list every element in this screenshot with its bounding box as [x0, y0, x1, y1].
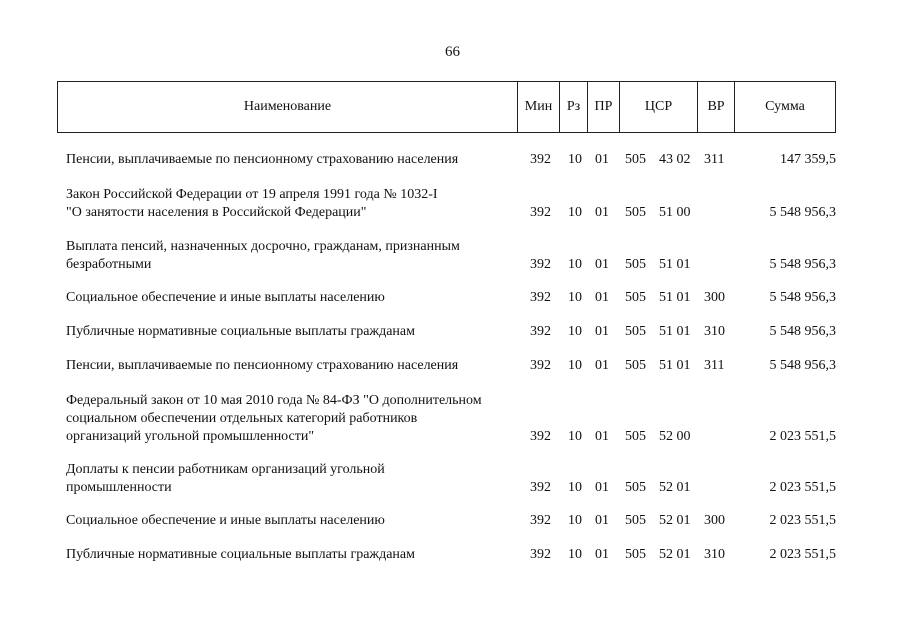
- row-pr: 01: [595, 429, 609, 444]
- row-rz: 10: [568, 547, 582, 562]
- row-csr-item: 52 01: [659, 547, 691, 562]
- row-name: Пенсии, выплачиваемые по пенсионному страхованию населения: [66, 152, 459, 167]
- row-sum: 5 548 956,3: [769, 324, 836, 339]
- row-csr-program: 505: [625, 290, 646, 305]
- row-pr: 01: [595, 513, 609, 528]
- row-csr-item: 51 01: [659, 358, 691, 373]
- row-pr: 01: [595, 324, 609, 339]
- row-csr-item: 51 01: [659, 290, 691, 305]
- row-name: Публичные нормативные социальные выплаты гражданам: [66, 547, 415, 562]
- row-csr-item: 43 02: [659, 152, 691, 167]
- row-name: Федеральный закон от 10 мая 2010 года № 84-ФЗ "О дополнительном социальном обеспечении отдельных категорий работников организаций угольной промышленности": [66, 393, 482, 444]
- row-min: 392: [530, 257, 551, 272]
- row-rz: 10: [568, 290, 582, 305]
- row-csr-item: 51 01: [659, 257, 691, 272]
- row-pr: 01: [595, 257, 609, 272]
- row-name: Пенсии, выплачиваемые по пенсионному страхованию населения: [66, 358, 459, 373]
- row-pr: 01: [595, 290, 609, 305]
- row-min: 392: [530, 547, 551, 562]
- row-csr-program: 505: [625, 547, 646, 562]
- row-rz: 10: [568, 358, 582, 373]
- header-csr: ЦСР: [619, 82, 697, 132]
- row-pr: 01: [595, 152, 609, 167]
- row-rz: 10: [568, 205, 582, 220]
- row-min: 392: [530, 513, 551, 528]
- row-rz: 10: [568, 513, 582, 528]
- row-sum: 5 548 956,3: [769, 205, 836, 220]
- row-sum: 5 548 956,3: [769, 290, 836, 305]
- row-min: 392: [530, 429, 551, 444]
- row-min: 392: [530, 152, 551, 167]
- row-min: 392: [530, 358, 551, 373]
- row-csr-item: 51 01: [659, 324, 691, 339]
- row-csr-item: 52 00: [659, 429, 691, 444]
- row-rz: 10: [568, 429, 582, 444]
- row-sum: 5 548 956,3: [769, 358, 836, 373]
- row-min: 392: [530, 205, 551, 220]
- header-min: Мин: [517, 82, 559, 132]
- row-vr: 300: [704, 290, 725, 305]
- row-csr-program: 505: [625, 324, 646, 339]
- row-name: Социальное обеспечение и иные выплаты населению: [66, 513, 385, 528]
- row-sum: 147 359,5: [780, 152, 836, 167]
- row-csr-item: 52 01: [659, 513, 691, 528]
- header-sum: Сумма: [734, 82, 835, 132]
- row-pr: 01: [595, 205, 609, 220]
- row-csr-program: 505: [625, 513, 646, 528]
- row-rz: 10: [568, 480, 582, 495]
- row-vr: 310: [704, 547, 725, 562]
- row-min: 392: [530, 480, 551, 495]
- row-csr-program: 505: [625, 152, 646, 167]
- row-csr-program: 505: [625, 358, 646, 373]
- row-vr: 310: [704, 324, 725, 339]
- row-csr-program: 505: [625, 480, 646, 495]
- row-sum: 2 023 551,5: [769, 480, 836, 495]
- row-name: Социальное обеспечение и иные выплаты населению: [66, 290, 385, 305]
- header-rz: Рз: [559, 82, 587, 132]
- row-sum: 5 548 956,3: [769, 257, 836, 272]
- header-name: Наименование: [243, 99, 332, 114]
- page-number: 66: [445, 44, 460, 60]
- row-name: Публичные нормативные социальные выплаты гражданам: [66, 324, 415, 339]
- row-csr-program: 505: [625, 205, 646, 220]
- row-csr-program: 505: [625, 257, 646, 272]
- row-name: Доплаты к пенсии работникам организаций угольной промышленности: [66, 462, 385, 495]
- header-vr: ВР: [697, 82, 734, 132]
- row-csr-program: 505: [625, 429, 646, 444]
- row-sum: 2 023 551,5: [769, 547, 836, 562]
- row-name: Закон Российской Федерации от 19 апреля 1991 года № 1032-I "О занятости населения в Российской Федерации": [66, 187, 438, 220]
- row-pr: 01: [595, 480, 609, 495]
- row-rz: 10: [568, 257, 582, 272]
- row-vr: 311: [704, 358, 725, 373]
- row-sum: 2 023 551,5: [769, 429, 836, 444]
- row-pr: 01: [595, 358, 609, 373]
- row-vr: 311: [704, 152, 725, 167]
- header-pr: ПР: [587, 82, 619, 132]
- row-rz: 10: [568, 152, 582, 167]
- row-vr: 300: [704, 513, 725, 528]
- row-min: 392: [530, 324, 551, 339]
- row-sum: 2 023 551,5: [769, 513, 836, 528]
- row-csr-item: 52 01: [659, 480, 691, 495]
- row-csr-item: 51 00: [659, 205, 691, 220]
- row-pr: 01: [595, 547, 609, 562]
- row-min: 392: [530, 290, 551, 305]
- row-name: Выплата пенсий, назначенных досрочно, гражданам, признанным безработными: [66, 239, 460, 272]
- row-rz: 10: [568, 324, 582, 339]
